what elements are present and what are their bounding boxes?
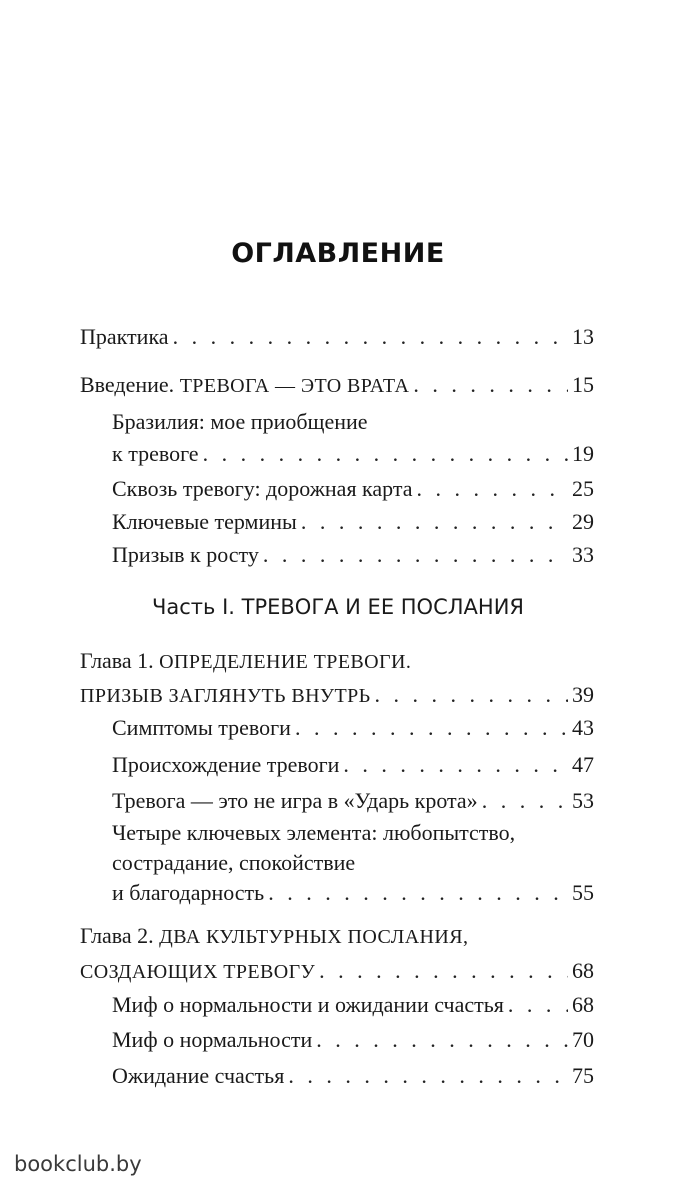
- leader-dots: [288, 1061, 568, 1091]
- toc-entry-origin: [112, 750, 594, 780]
- page-number: 55: [572, 880, 594, 905]
- page-number: 33: [572, 542, 594, 567]
- toc-entry-label: Происхождение тревоги: [112, 752, 340, 777]
- leader-dots: [263, 540, 568, 570]
- toc-entry-label: Ожидание счастья: [112, 1063, 285, 1088]
- page-number: 19: [572, 441, 594, 466]
- chapter-title-line1: [80, 646, 594, 677]
- part-heading: Часть I. ТРЕВОГА И ЕЕ ПОСЛАНИЯ: [151, 595, 524, 619]
- toc-entry-label: Ключевые термины: [112, 509, 297, 534]
- page-number: 47: [572, 752, 594, 777]
- chapter-caps: ОПРЕДЕЛЕНИЕ ТРЕВОГИ.: [159, 651, 412, 673]
- toc-entry-chapter-1: [80, 646, 594, 711]
- page-number: 39: [572, 682, 594, 707]
- toc-entry-call-to-growth: [112, 540, 594, 570]
- leader-dots: [375, 680, 568, 710]
- toc-entry-label-line1: Бразилия: мое приобщение: [112, 409, 368, 434]
- toc-entry-label-line2: к тревоге: [112, 441, 199, 466]
- page-number: 75: [572, 1063, 594, 1088]
- page-number: 68: [572, 992, 594, 1017]
- intro-prefix: Введение.: [80, 372, 180, 397]
- intro-caps: ТРЕВОГА — ЭТО ВРАТА: [179, 375, 410, 397]
- toc-entry-four-elements: [112, 818, 594, 908]
- toc-entry-label-line2: сострадание, спокойствие: [112, 850, 356, 875]
- page-number: 43: [572, 715, 594, 740]
- leader-dots: [173, 322, 568, 352]
- toc-entry-label: Миф о нормальности и ожидании счастья: [112, 992, 504, 1017]
- toc-entry-label: Миф о нормальности: [112, 1027, 313, 1052]
- page-number: 13: [572, 324, 594, 349]
- chapter-title-line1: [80, 921, 594, 952]
- page-number: 53: [572, 788, 594, 813]
- page-number: 25: [572, 476, 594, 501]
- leader-dots: [417, 474, 568, 504]
- toc-entry-label: Практика: [80, 324, 169, 349]
- leader-dots: [508, 990, 568, 1020]
- chapter-caps: ДВА КУЛЬТУРНЫХ ПОСЛАНИЯ,: [159, 926, 469, 948]
- toc-entry-practice: [80, 322, 594, 352]
- leader-dots: [301, 507, 568, 537]
- leader-dots: [203, 439, 568, 469]
- toc-title: ОГЛАВЛЕНИЕ: [231, 238, 445, 269]
- leader-dots: [316, 1025, 568, 1055]
- toc-entry-label: Тревога — это не игра в «Ударь крота»: [112, 788, 478, 813]
- toc-entry-label: Сквозь тревогу: дорожная карта: [112, 476, 413, 501]
- toc-entry-label: [80, 370, 409, 401]
- toc-entry-intro: [80, 370, 594, 401]
- page-number: 70: [572, 1027, 594, 1052]
- watermark: bookclub.by: [14, 1152, 142, 1176]
- toc-entry-label: Симптомы тревоги: [112, 715, 291, 740]
- leader-dots: [295, 713, 568, 743]
- toc-entry-symptoms: [112, 713, 594, 743]
- toc-entry-myth-normality: [112, 1025, 594, 1055]
- toc-entry-whack-a-mole: [112, 786, 594, 816]
- toc-entry-brazil: [112, 407, 594, 469]
- toc-entry-expecting-happiness: [112, 1061, 594, 1091]
- chapter-title-line2: ПРИЗЫВ ЗАГЛЯНУТЬ ВНУТРЬ: [80, 685, 371, 707]
- toc-entry-label-line1: Четыре ключевых элемента: любопытство,: [112, 820, 516, 845]
- leader-dots: [319, 956, 568, 986]
- toc-entry-key-terms: [112, 507, 594, 537]
- toc-entry-label-line3: и благодарность: [112, 880, 265, 905]
- chapter-title-line2: СОЗДАЮЩИХ ТРЕВОГУ: [80, 961, 316, 983]
- leader-dots: [413, 370, 568, 400]
- leader-dots: [482, 786, 568, 816]
- toc-entry-chapter-2: [80, 921, 594, 987]
- page-number: 68: [572, 958, 594, 983]
- leader-dots: [343, 750, 568, 780]
- toc-entry-label: Призыв к росту: [112, 542, 259, 567]
- toc-entry-roadmap: [112, 474, 594, 504]
- page-number: 15: [572, 372, 594, 397]
- chapter-prefix: Глава 1.: [80, 648, 160, 673]
- toc-entry-myth-normality-happiness: [112, 990, 594, 1020]
- leader-dots: [268, 878, 568, 908]
- chapter-prefix: Глава 2.: [80, 923, 160, 948]
- page-number: 29: [572, 509, 594, 534]
